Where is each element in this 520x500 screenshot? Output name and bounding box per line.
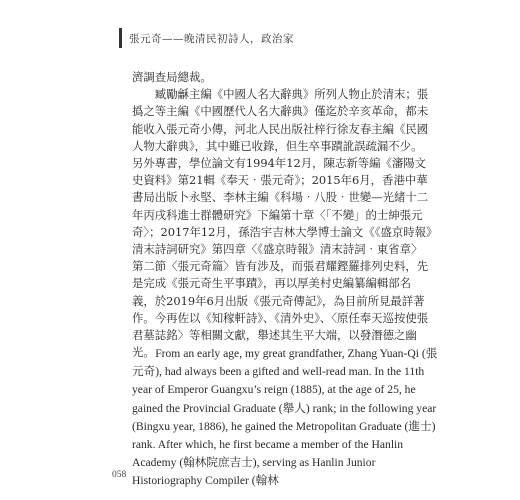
page-number: 058 <box>112 470 127 480</box>
english-text-block <box>132 345 438 491</box>
chinese-text-block <box>132 69 432 361</box>
header-rule <box>119 28 122 48</box>
chinese-paragraph: 臧勵龢主編《中國人名大辭典》所列人物止於清末；張撝之等主編《中國歷代人名大辭典》僅迄於辛亥革命，都未能收入張元奇小傳，河北人民出版社梓行徐友春主編《民國人物大辭典》，其中雖已收錄，但生卒事蹟訛誤疏漏不少。另外專書，學位論文有1994年12月，陳志新等編《瀋陽文史資料》第21輯《奉天‧張元奇》；2015年6月，香港中華書局出版卜永堅、李林主編《科場‧八股‧世變—光緒十二年丙戌科進士群體研究》下編第十章〈「不變」的士紳張元奇〉；2017年12月，孫浩宇吉林大學博士論文《《盛京時報》清末詩詞研究》第四章〈《盛京時報》清末詩詞‧東省章〉第二節〈張元奇篇〉皆有涉及，而張君耀鏗羅排列史料，先是完成《張元奇生平事蹟》，再以厚美村史編纂編輯部名義，於2019年6月出版《張元奇傳記》，為目前所見最詳著作。今再佐以《知稼軒詩》、《清外史》、〈原任奉天巡按使張君墓誌銘〉等相關文獻，舉述其生平大端，以發潛德之幽光。 <box>132 87 432 360</box>
running-header: 張元奇——晚清民初詩人，政治家 <box>129 33 294 45</box>
english-paragraph: From an early age, my great grandfather, Zhang Yuan-Qi (張元奇), had always been a gifted and well-read man. In the 11th year of Emperor Guangxu’s reign (1885), at the age of 25, he gained the Provincial Graduate (舉人) rank; in the following year (Bingxu year, 1886), he gained the Metropolitan Graduate (進士) rank. After which, he first became a member of the Hanlin Academy (翰林院庶吉士), serving as Hanlin Junior Historiography Compiler (翰林 <box>132 347 438 488</box>
chinese-first-line: 濟調查局總裁。 <box>132 70 212 84</box>
